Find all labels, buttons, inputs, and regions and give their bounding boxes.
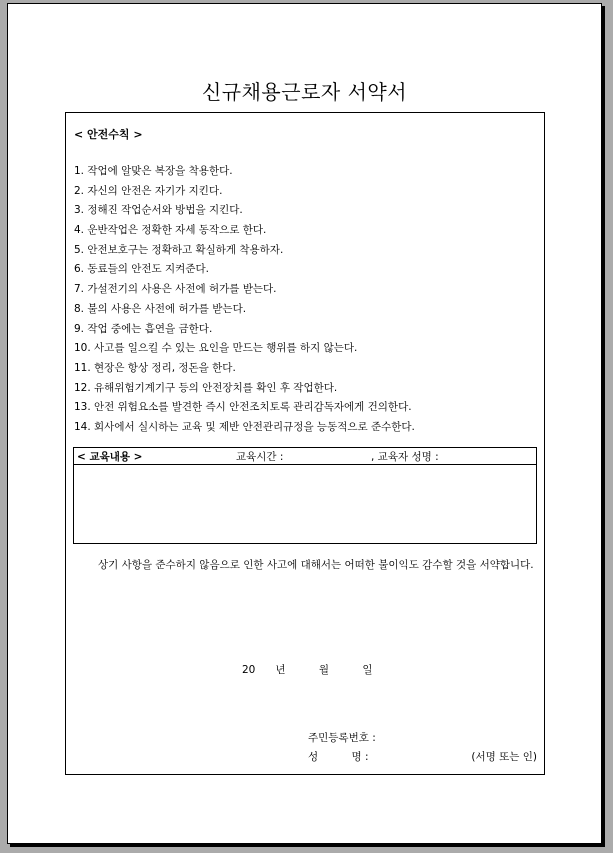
rule-item: 3. 정해진 작업순서와 방법을 지킨다. [74,204,243,217]
document-title: 신규채용근로자 서약서 [201,80,408,104]
education-header [74,448,536,465]
rule-item: 12. 유해위험기계기구 등의 안전장치를 확인 후 작업한다. [74,381,338,394]
rule-item: 6. 동료들의 안전도 지켜준다. [74,263,209,276]
rule-item: 2. 자신의 안전은 자기가 지킨다. [74,184,223,197]
rule-item: 9. 작업 중에는 흡연을 금한다. [74,322,213,335]
name-label: 성 명 : [308,751,369,763]
resident-number-label: 주민등록번호 : [308,732,376,744]
date-line: 20 년 월 일 [242,664,373,676]
education-label: < 교육내용 > [77,451,143,463]
document-page [7,3,602,844]
pledge-statement: 상기 사항을 준수하지 않음으로 인한 사고에 대해서는 어떠한 불이익도 감수할 것을 서약합니다. [98,559,534,571]
content-frame [65,112,545,775]
rule-item: 4. 운반작업은 정확한 자세 동작으로 한다. [74,224,267,237]
instructor-name-label: , 교육자 성명 : [371,451,439,463]
education-time-label: 교육시간 : [236,451,284,463]
rule-item: 11. 현장은 항상 정리, 정돈을 한다. [74,361,236,374]
rule-item: 14. 회사에서 실시하는 교육 및 제반 안전관리규정을 능동적으로 준수한다. [74,420,415,433]
rule-item: 1. 작업에 알맞은 복장을 착용한다. [74,165,233,177]
signature-note: (서명 또는 인) [471,751,537,763]
education-content-area[interactable] [74,465,536,544]
rule-item: 13. 안전 위험요소를 발견한 즉시 안전조치토록 관리감독자에게 건의한다. [74,401,412,414]
education-box [73,447,537,544]
safety-rules-list [74,162,415,438]
rule-item: 5. 안전보호구는 정확하고 확실하게 착용하자. [74,243,284,256]
rule-item: 10. 사고를 일으킬 수 있는 요인을 만드는 행위를 하지 않는다. [74,342,358,355]
rule-item: 7. 가설전기의 사용은 사전에 허가를 받는다. [74,283,277,296]
rule-item: 8. 불의 사용은 사전에 허가를 받는다. [74,302,247,315]
safety-rules-header: < 안전수칙 > [74,128,143,141]
